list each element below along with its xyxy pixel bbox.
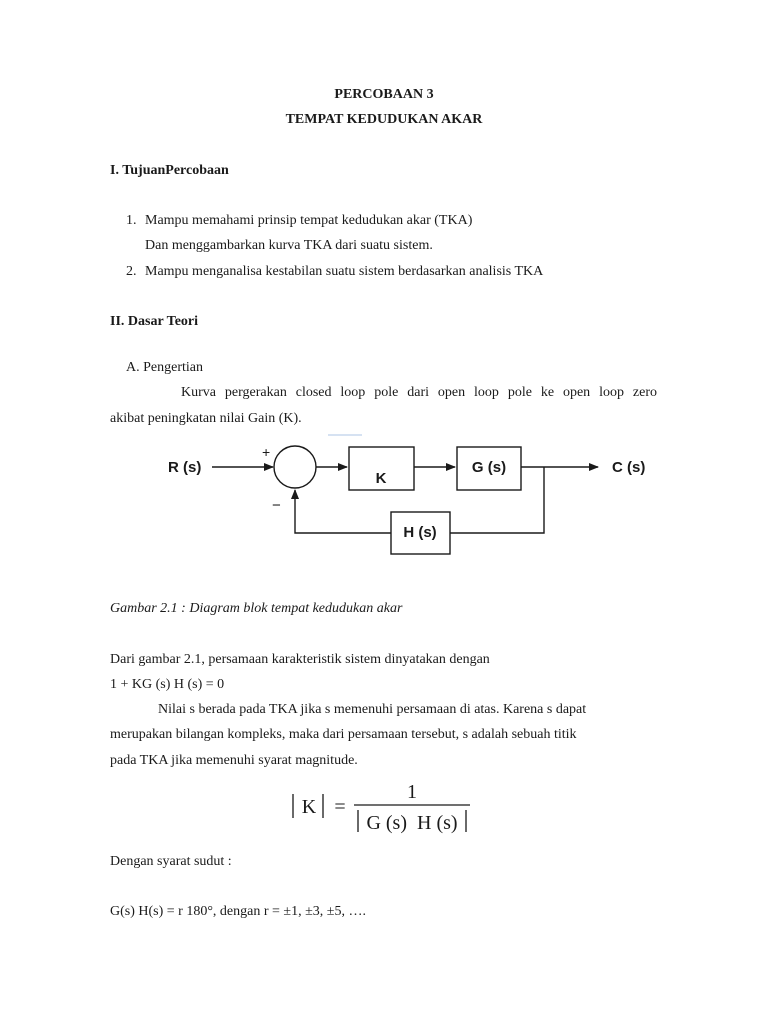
word: loop [474, 385, 499, 400]
list-item-text-continued: Dan menggambarkan kurva TKA dari suatu sistem. [145, 238, 433, 253]
word: pole [374, 385, 399, 400]
list-item-text: Mampu menganalisa kestabilan suatu sistem berdasarkan analisis TKA [145, 264, 544, 279]
output-label: C (s) [612, 459, 646, 476]
figure-caption: Gambar 2.1 : Diagram blok tempat kedudukan akar [110, 601, 403, 616]
paragraph-line: Nilai s berada pada TKA jika s memenuhi persamaan di atas. Karena s dapat [158, 702, 587, 717]
word: Kurva [181, 385, 216, 400]
feedback-line-left [295, 490, 391, 533]
characteristic-equation: 1 + KG (s) H (s) = 0 [110, 677, 225, 692]
list-item-number: 2. [126, 264, 137, 279]
word: pergerakan [224, 385, 287, 400]
subsection-heading: A. Pengertian [126, 360, 203, 375]
formula-numerator: 1 [407, 781, 417, 803]
word: dari [407, 385, 429, 400]
formula-denominator: G (s) H (s) [366, 812, 458, 834]
magnitude-formula [0, 778, 768, 838]
paragraph-line: akibat peningkatan nilai Gain (K). [110, 411, 302, 426]
summing-minus-sign: − [272, 497, 281, 514]
page-title: PERCOBAAN 3 [334, 87, 434, 102]
page-subtitle: TEMPAT KEDUDUKAN AKAR [285, 112, 483, 127]
block-diagram [0, 425, 768, 555]
word: closed [295, 385, 332, 400]
list-item-number: 1. [126, 213, 137, 228]
word: ke [540, 385, 555, 400]
word: loop [599, 385, 624, 400]
paragraph-line: Dari gambar 2.1, persamaan karakteristik sistem dinyatakan dengan [110, 652, 490, 667]
word: pole [507, 385, 532, 400]
angle-condition-equation: G(s) H(s) = r 180°, dengan r = ±1, ±3, ±5, …. [110, 904, 366, 919]
block-h-label: H (s) [403, 524, 437, 541]
block-g-label: G (s) [471, 459, 507, 476]
block-k-label: K [375, 470, 387, 487]
word: open [562, 385, 591, 400]
section-heading-tujuan: I. TujuanPercobaan [110, 163, 229, 178]
summing-junction [274, 446, 316, 488]
paragraph-line: pada TKA jika memenuhi syarat magnitude. [110, 753, 358, 768]
word: zero [632, 385, 657, 400]
word: loop [340, 385, 366, 400]
formula-lhs: K [301, 796, 317, 818]
paragraph-line: merupakan bilangan kompleks, maka dari persamaan tersebut, s adalah sebuah titik [110, 727, 577, 742]
input-label: R (s) [168, 459, 202, 476]
paragraph-line-justified [181, 384, 657, 402]
feedback-line-right [450, 467, 544, 533]
summing-plus-sign: + [262, 444, 271, 460]
formula-equals: = [334, 796, 346, 818]
section-heading-dasar-teori: II. Dasar Teori [110, 314, 199, 329]
word: open [437, 385, 466, 400]
angle-condition-label: Dengan syarat sudut : [110, 854, 232, 869]
list-item-text: Mampu memahami prinsip tempat kedudukan akar (TKA) [145, 213, 473, 228]
